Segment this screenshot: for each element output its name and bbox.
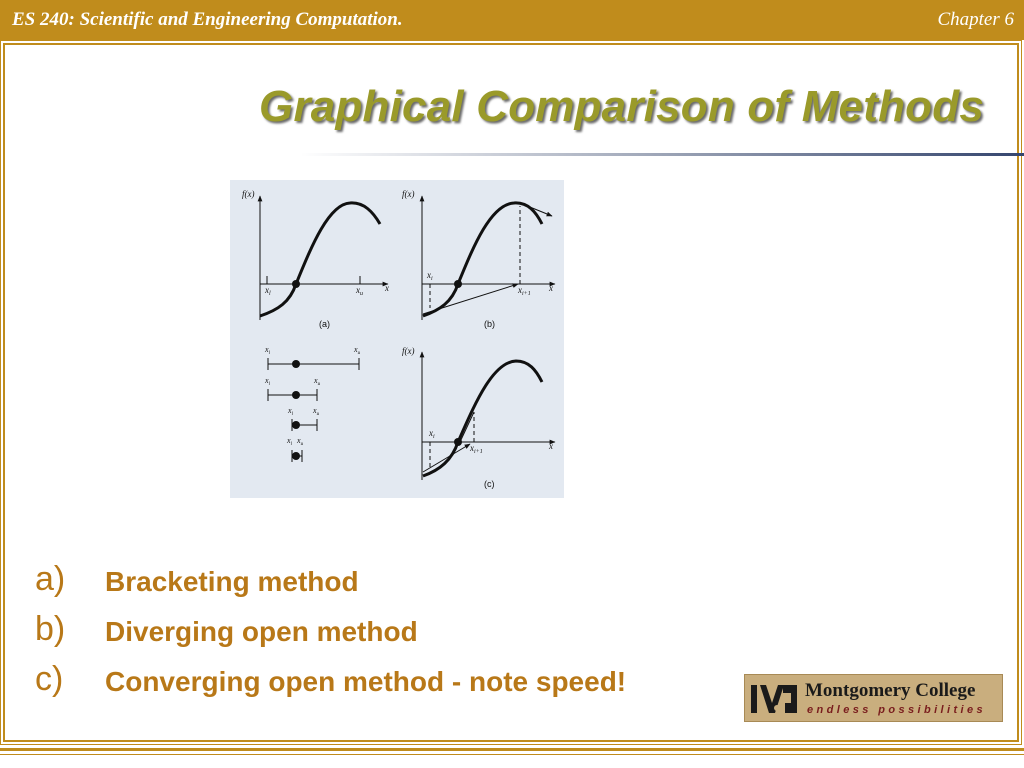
bracket-step-4	[286, 436, 304, 462]
panel-b-xnext-label: $x_{i+1}$	[518, 285, 531, 297]
panel-b	[402, 189, 555, 329]
bracket-4-root	[292, 452, 300, 460]
panel-c-curve	[423, 361, 542, 476]
bracket-step-3	[287, 406, 320, 431]
panel-c-tangent-2	[460, 412, 474, 442]
list-item-letter: a)	[35, 560, 66, 598]
panel-c-caption: (c)	[484, 479, 495, 489]
panel-c-fx-label: f(x)	[402, 346, 415, 356]
list-item-text: Converging open method - note speed!	[105, 666, 627, 697]
panel-c-xi-label: $x_i$	[429, 428, 435, 440]
bracket-2-right-label: $x_u$	[314, 376, 321, 387]
bottom-rule	[0, 748, 1024, 751]
bracket-3-right-label: $x_u$	[313, 406, 320, 417]
slide-title: Graphical Comparison of Methods	[259, 82, 984, 131]
college-logo-name: Montgomery College	[805, 680, 976, 701]
panel-a-root-point	[292, 280, 300, 288]
course-title: ES 240: Scientific and Engineering Computation.	[12, 9, 403, 30]
header-bar	[0, 0, 1024, 40]
panel-a-xl-label: $x_l$	[265, 285, 271, 297]
panel-b-x-label: x	[549, 283, 553, 293]
bracket-3-root	[292, 421, 300, 429]
bracket-3-left-label: $x_l$	[288, 406, 293, 417]
bracket-4-right-label: $x_u$	[297, 436, 304, 447]
panel-a-curve	[260, 203, 380, 316]
panel-a-fx-label: f(x)	[242, 189, 255, 199]
bottom-rule-thin	[0, 754, 1024, 755]
panel-c-xnext-label: $x_{i+1}$	[470, 443, 483, 455]
bracket-4-left-label: $x_l$	[287, 436, 292, 447]
bracket-2-root	[292, 391, 300, 399]
methods-figure	[230, 180, 564, 498]
bracket-1-root	[292, 360, 300, 368]
chapter-label: Chapter 6	[937, 9, 1014, 30]
panel-b-root-point	[454, 280, 462, 288]
list-item-letter: c)	[35, 660, 64, 698]
panel-b-fx-label: f(x)	[402, 189, 415, 199]
title-underline	[300, 153, 1024, 156]
bracket-1-right-label: $x_u$	[354, 345, 361, 356]
panel-c-root-point	[454, 438, 462, 446]
college-logo-mark	[749, 683, 799, 715]
bracket-1-left-label: $x_l$	[265, 345, 270, 356]
panel-a-xu-label: $x_u$	[356, 285, 363, 297]
panel-b-caption: (b)	[484, 319, 495, 329]
panel-a-caption: (a)	[319, 319, 330, 329]
bracket-step-1	[264, 345, 361, 370]
college-logo	[744, 674, 1003, 722]
list-item-text: Diverging open method	[105, 616, 418, 647]
panel-b-curve	[423, 203, 542, 316]
methods-diagram	[230, 180, 564, 498]
panel-a	[242, 189, 389, 329]
panel-b-tangent-1	[423, 284, 518, 314]
list-item-letter: b)	[35, 610, 66, 648]
bracket-2-left-label: $x_l$	[265, 376, 270, 387]
panel-b-xi-label: $x_i$	[427, 270, 433, 282]
bracket-step-2	[264, 376, 321, 401]
panel-c	[402, 346, 555, 489]
panel-c-x-label: x	[549, 441, 553, 451]
bracket-progression	[264, 345, 361, 462]
panel-a-x-label: x	[385, 283, 389, 293]
college-logo-tagline: endless possibilities	[807, 704, 986, 716]
list-item-text: Bracketing method	[105, 566, 359, 597]
